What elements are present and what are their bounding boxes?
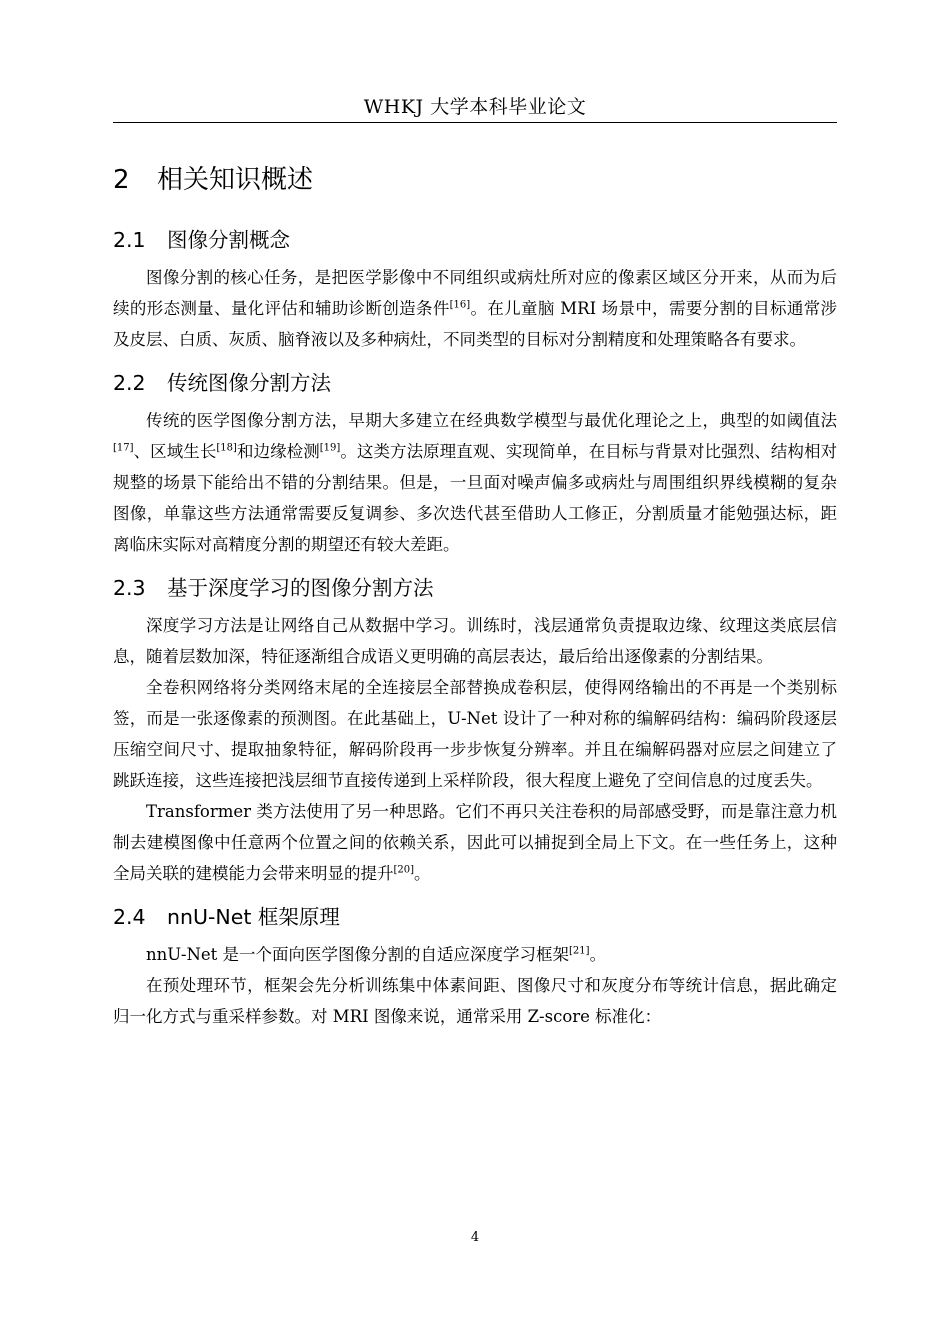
chapter-number: 2 [113,165,130,195]
section-heading [113,570,837,606]
citation: [16] [449,299,471,311]
section-number: 2.2 [113,371,146,395]
section-title: 图像分割概念 [167,228,290,252]
section-title: 基于深度学习的图像分割方法 [167,576,434,600]
header-title: WHKJ 大学本科毕业论文 [363,96,587,118]
citation: [20] [393,864,415,876]
section-number: 2.4 [113,905,146,929]
section-heading [113,899,837,935]
chapter-heading [113,160,837,200]
page-body [113,150,837,1032]
page-header [113,92,837,123]
section-number: 2.3 [113,576,146,600]
section-heading [113,365,837,401]
citation: [21] [569,945,590,957]
citation: [19] [319,442,341,454]
section-title: nnU-Net 框架原理 [167,905,340,929]
section-heading [113,222,837,258]
chapter-title: 相关知识概述 [157,165,314,195]
paragraph: Transformer 类方法使用了另一种思路。它们不再只关注卷积的局部感受野，而是靠注意力机制去建模图像中任意两个位置之间的依赖关系，因此可以捕捉到全局上下文。在一些任务上，这种全局关联的建模能力会带来明显的提升[20]。 [113,802,837,883]
paragraph: 全卷积网络将分类网络末尾的全连接层全部替换成卷积层，使得网络输出的不再是一个类别标签，而是一张逐像素的预测图。在此基础上，U-Net 设计了一种对称的编解码结构：编码阶段逐层压缩空间尺寸、提取抽象特征，解码阶段再一步步恢复分辨率。并且在编解码器对应层之间建立了跳跃连接，这些连接把浅层细节直接传递到上采样阶段，很大程度上避免了空间信息的过度丢失。 [113,678,837,790]
paragraph: 图像分割的核心任务，是把医学影像中不同组织或病灶所对应的像素区域区分开来，从而为后续的形态测量、量化评估和辅助诊断创造条件[16]。在儿童脑 MRI 场景中，需要分割的目标通常涉及皮层、白质、灰质、脑脊液以及多种病灶，不同类型的目标对分割精度和处理策略各有要求。 [113,268,838,349]
paragraph: nnU-Net 是一个面向医学图像分割的自适应深度学习框架[21]。 [146,945,607,964]
citation: [17] [113,442,134,454]
page-number: 4 [470,1230,480,1245]
paragraph: 在预处理环节，框架会先分析训练集中体素间距、图像尺寸和灰度分布等统计信息，据此确定归一化方式与重采样参数。对 MRI 图像来说，通常采用 Z-score 标准化： [113,976,837,1026]
paragraph: 深度学习方法是让网络自己从数据中学习。训练时，浅层通常负责提取边缘、纹理这类底层信息，随着层数加深，特征逐渐组合成语义更明确的高层表达，最后给出逐像素的分割结果。 [113,616,837,666]
section-title: 传统图像分割方法 [167,371,331,395]
citation: [18] [216,442,237,454]
section-number: 2.1 [113,228,146,252]
paragraph: 传统的医学图像分割方法，早期大多建立在经典数学模型与最优化理论之上，典型的如阈值法[17]、区域生长[18]和边缘检测[19]。这类方法原理直观、实现简单，在目标与背景对比强烈、结构相对规整的场景下能给出不错的分割结果。但是，一旦面对噪声偏多或病灶与周围组织界线模糊的复杂图像，单靠这些方法通常需要反复调参、多次迭代甚至借助人工修正，分割质量才能勉强达标，距离临床实际对高精度分割的期望还有较大差距。 [113,411,838,554]
